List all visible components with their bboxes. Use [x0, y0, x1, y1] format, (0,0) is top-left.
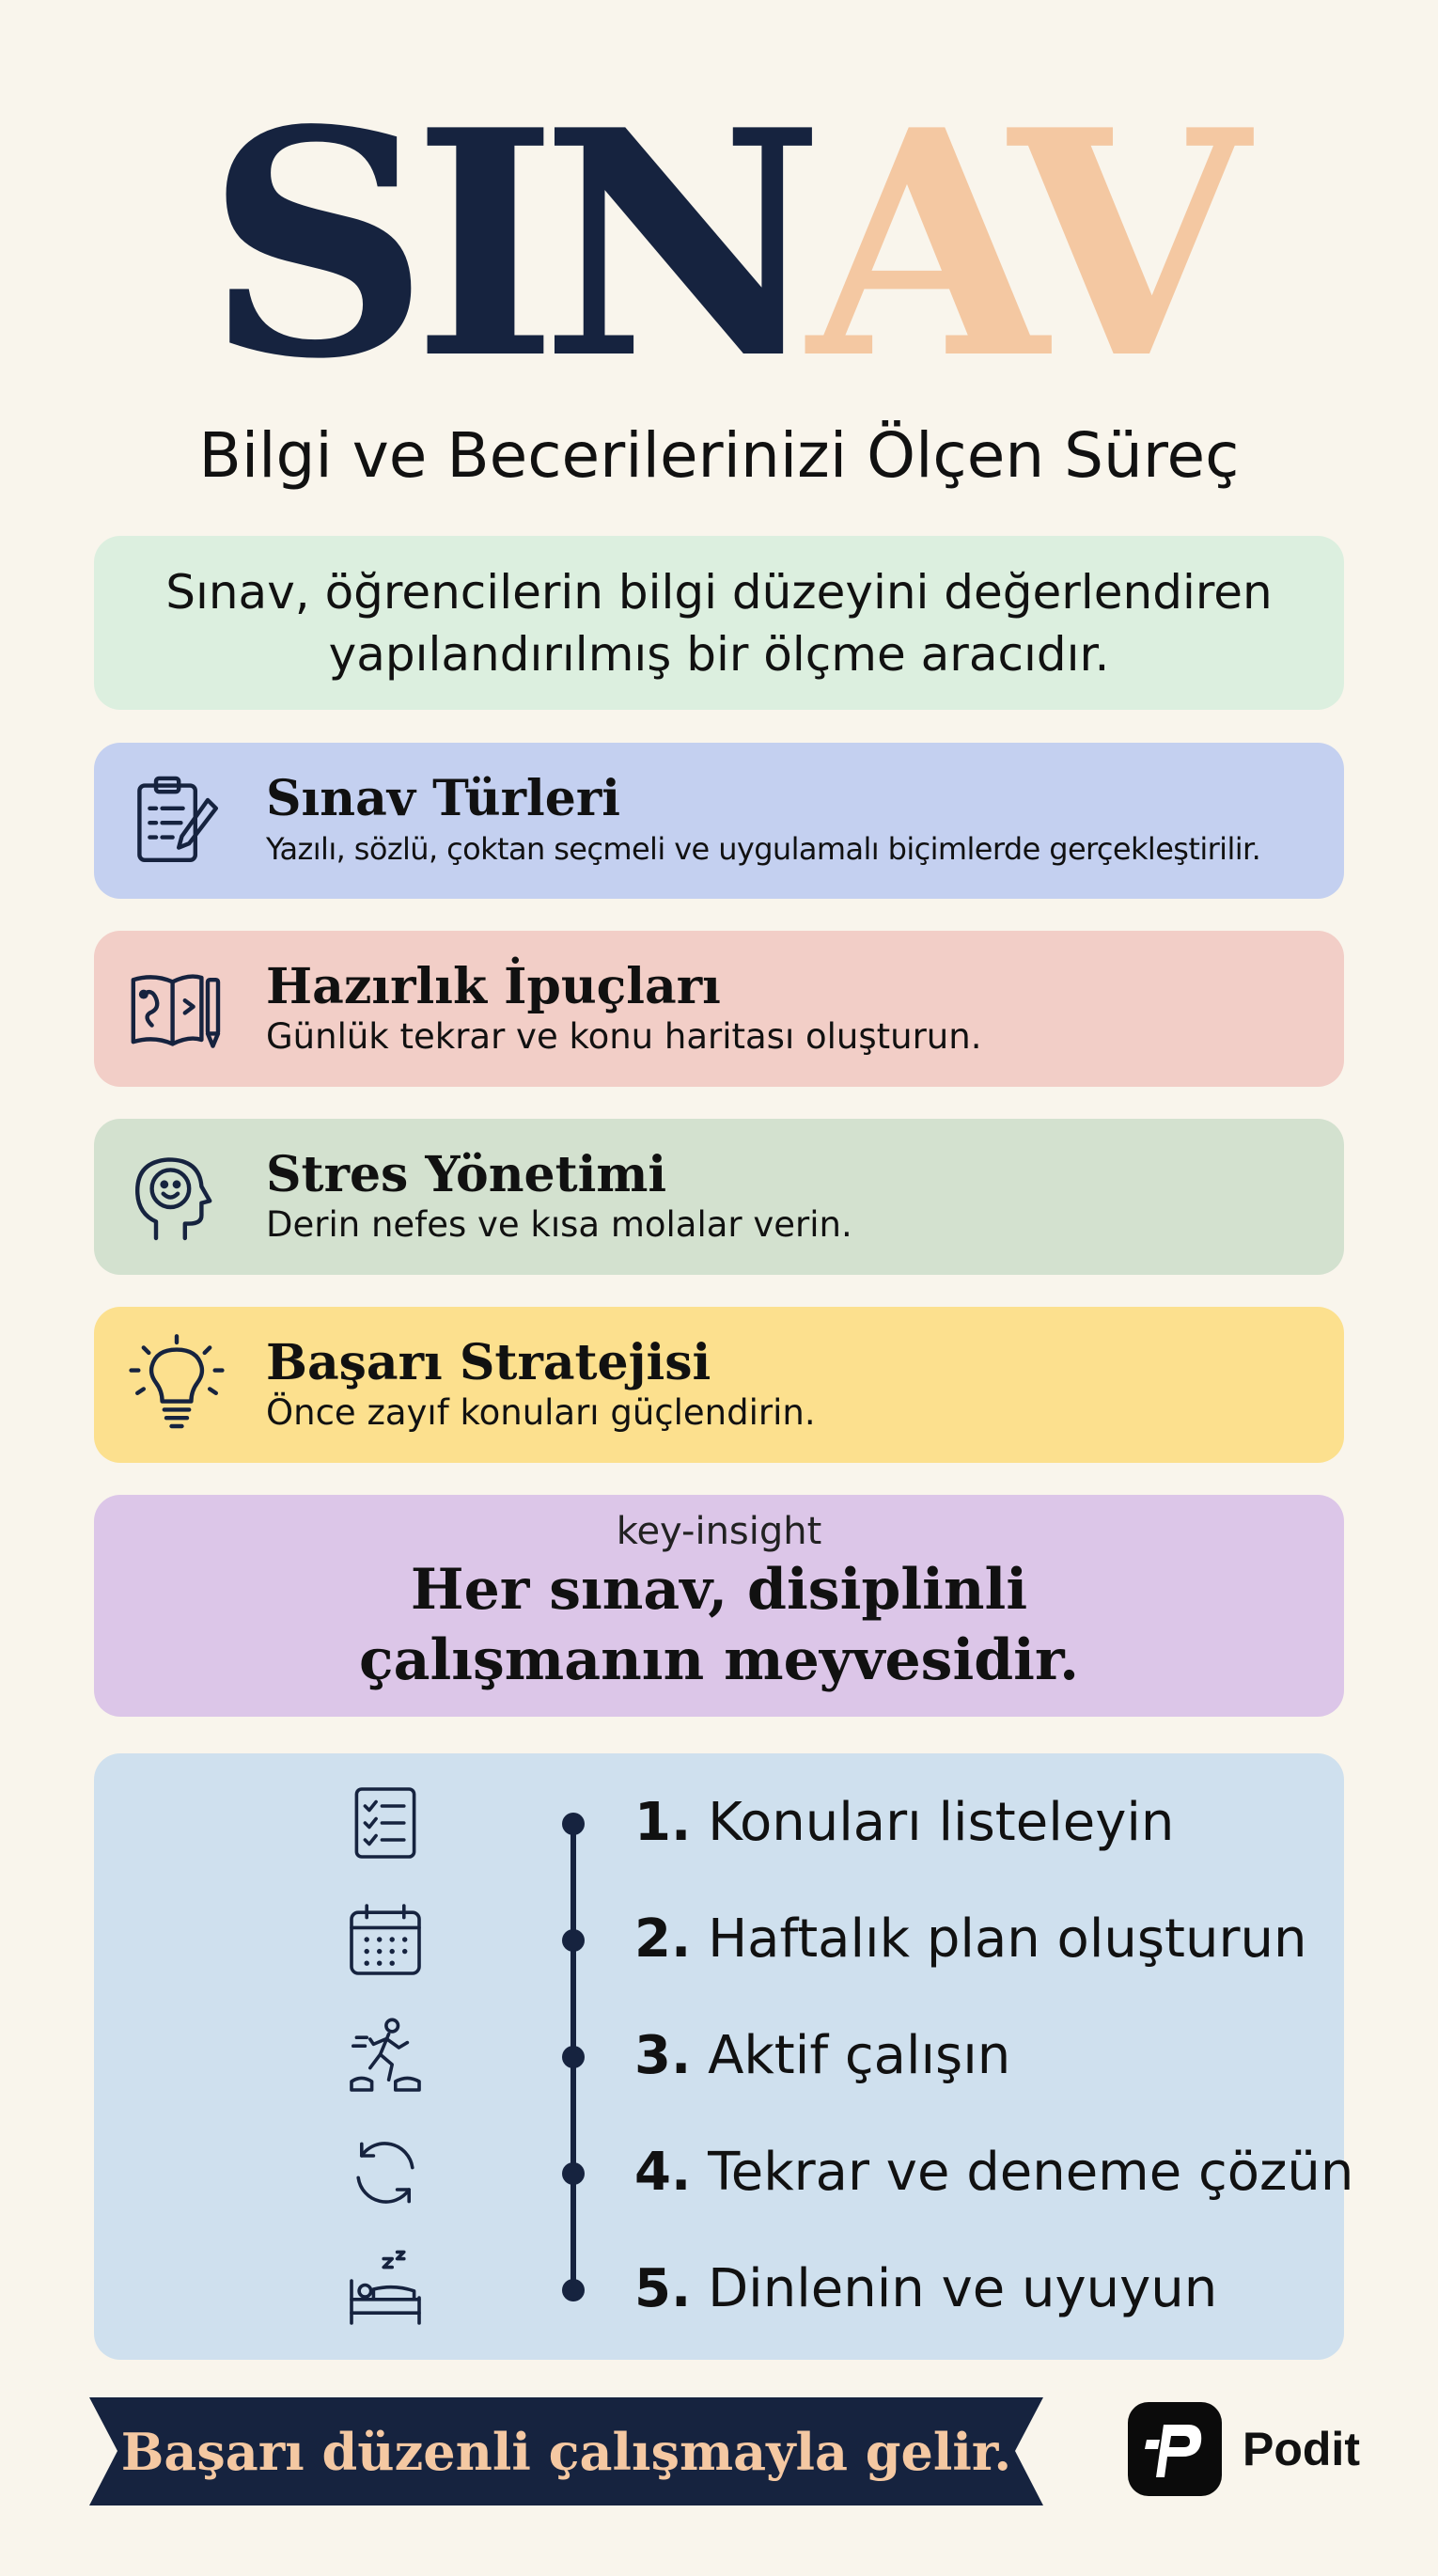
slogan-banner	[89, 2397, 1043, 2505]
calm-head-icon	[125, 1145, 228, 1249]
step-item	[94, 2233, 1344, 2346]
feature-description: Derin nefes ve kısa molalar verin.	[266, 1204, 852, 1245]
step-text: Konuları listeleyin	[708, 1792, 1175, 1853]
step-label	[634, 2026, 1010, 2086]
slogan-text: Başarı düzenli çalışmayla gelir.	[120, 2421, 1012, 2482]
timeline-dot	[562, 1929, 585, 1952]
timeline-dot	[562, 1813, 585, 1835]
refresh-icon	[343, 2130, 428, 2215]
step-number: 1.	[634, 1792, 692, 1853]
insight-tag: key-insight	[616, 1510, 822, 1553]
step-item	[94, 1767, 1344, 1879]
step-number: 4.	[634, 2142, 692, 2203]
step-item	[94, 2000, 1344, 2113]
step-text: Aktif çalışın	[708, 2025, 1011, 2086]
sleep-bed-icon	[343, 2247, 428, 2332]
feature-card-exam-types	[94, 743, 1344, 899]
title-part-peach: AV	[807, 62, 1233, 427]
feature-title: Başarı Stratejisi	[266, 1334, 711, 1391]
step-text: Haftalık plan oluşturun	[708, 1908, 1307, 1970]
feature-description: Yazılı, sözlü, çoktan seçmeli ve uygulamalı biçimlerde gerçekleştirilir.	[266, 831, 1261, 867]
step-label	[634, 1793, 1174, 1853]
insight-quote-line-1: Her sınav, disiplinli	[410, 1557, 1028, 1623]
brand	[1128, 2402, 1360, 2496]
calendar-icon	[343, 1897, 428, 1982]
step-text: Dinlenin ve uyuyun	[708, 2258, 1218, 2319]
feature-title: Stres Yönetimi	[266, 1146, 667, 1203]
step-number: 2.	[634, 1908, 692, 1970]
step-text: Tekrar ve deneme çözün	[708, 2142, 1354, 2203]
feature-card-success-strategy	[94, 1307, 1344, 1463]
feature-title: Sınav Türleri	[266, 770, 620, 827]
insight-quote-line-2: çalışmanın meyvesidir.	[359, 1627, 1079, 1693]
step-item	[94, 2116, 1354, 2229]
podit-logo-icon	[1128, 2402, 1222, 2496]
title-part-dark: SIN	[205, 62, 808, 427]
step-label	[634, 1909, 1307, 1970]
subtitle: Bilgi ve Becerilerinizi Ölçen Süreç	[198, 419, 1240, 492]
timeline-dot	[562, 2279, 585, 2301]
main-title	[0, 62, 1438, 427]
step-item	[94, 1883, 1344, 1996]
checklist-icon	[343, 1781, 428, 1865]
feature-description: Önce zayıf konuları güçlendirin.	[266, 1392, 816, 1433]
feature-card-stress-management	[94, 1119, 1344, 1275]
feature-card-preparation-tips	[94, 931, 1344, 1087]
step-number: 5.	[634, 2258, 692, 2319]
feature-description: Günlük tekrar ve konu haritası oluşturun.	[266, 1016, 982, 1057]
step-label	[634, 2143, 1353, 2203]
open-book-pen-icon	[125, 957, 228, 1060]
intro-card	[94, 536, 1344, 710]
feature-title: Hazırlık İpuçları	[266, 958, 721, 1015]
timeline-dot	[562, 2162, 585, 2185]
clipboard-pencil-icon	[125, 769, 228, 872]
steps-card	[94, 1753, 1354, 2360]
step-number: 3.	[634, 2025, 692, 2086]
intro-text: Sınav, öğrencilerin bilgi düzeyini değerlendiren yapılandırılmış bir ölçme aracıdır.	[165, 564, 1273, 682]
step-label	[634, 2259, 1217, 2319]
runner-icon	[343, 2014, 428, 2098]
lightbulb-icon	[125, 1333, 228, 1437]
key-insight-card	[94, 1495, 1344, 1717]
brand-name: Podit	[1243, 2423, 1360, 2475]
timeline-dot	[562, 2046, 585, 2068]
